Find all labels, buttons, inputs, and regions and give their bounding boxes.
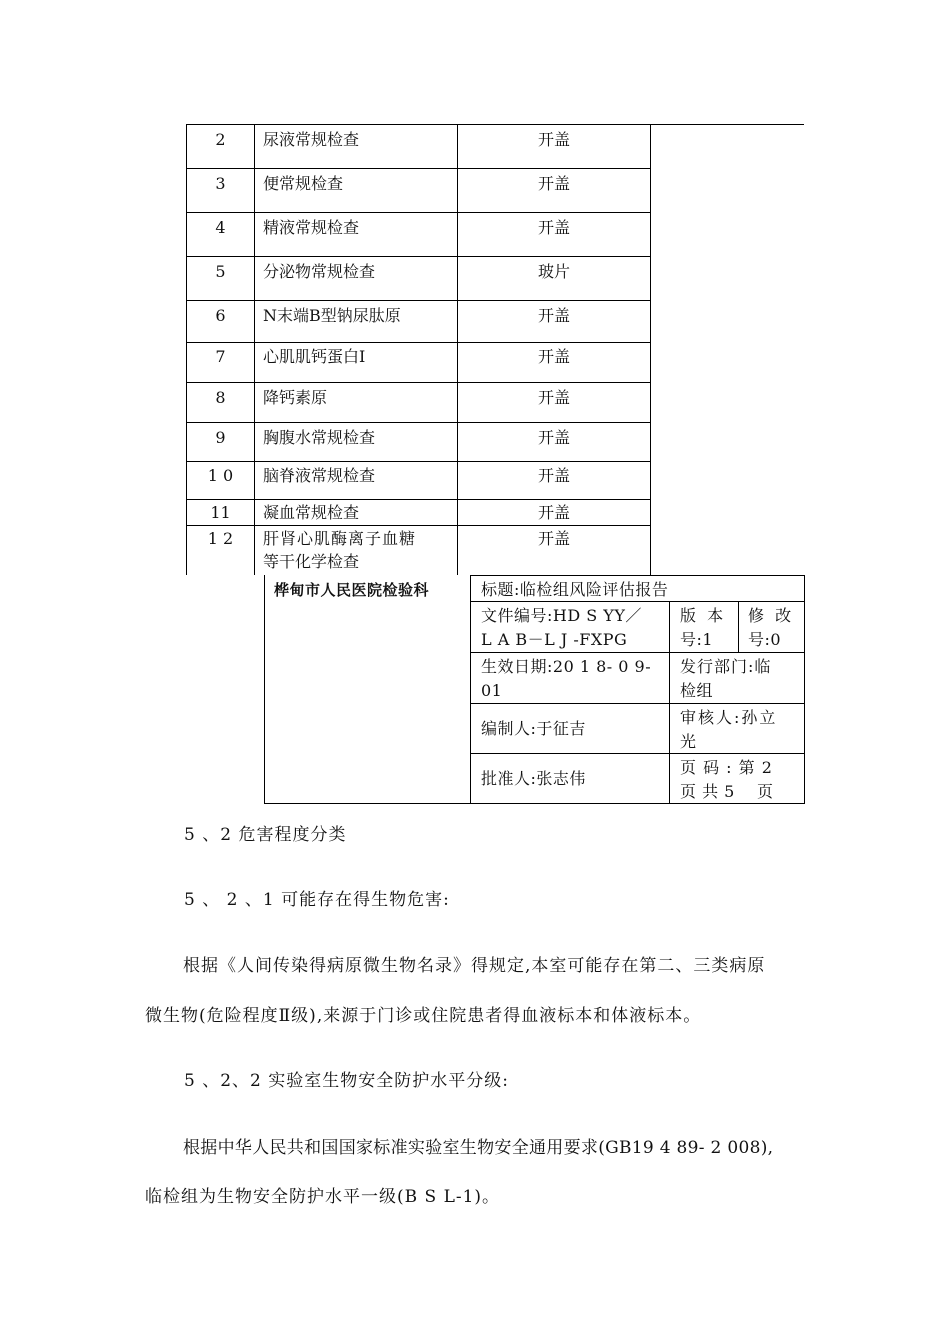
doc-title: 标题:临检组风险评估报告 <box>481 580 669 599</box>
paragraph: 根据中华人民共和国国家标准实验室生物安全通用要求(GB19 4 89- 2 008), <box>183 1138 774 1158</box>
table-row-method: 开盖 <box>537 529 570 548</box>
table-row-no: 1 0 <box>207 466 234 485</box>
table-row-method: 开盖 <box>537 130 570 149</box>
paragraph: 根据《人间传染得病原微生物名录》得规定,本室可能存在第二、三类病原 <box>183 956 766 976</box>
table-row-method: 开盖 <box>537 388 570 407</box>
page-number: 页 共 5 页 <box>680 782 774 801</box>
table-row-name: 分泌物常规检查 <box>263 262 376 281</box>
effective-date: 生效日期:20 1 8- 0 9- <box>481 657 652 676</box>
table-row-name: 心肌肌钙蛋白I <box>263 347 366 366</box>
version-number: 号:1 <box>680 630 714 649</box>
table-row-no: 4 <box>215 218 226 237</box>
table-row-method: 开盖 <box>537 306 570 325</box>
table-row-name: 肝肾心肌酶离子血糖 <box>263 529 417 548</box>
table-row-no: 8 <box>215 388 226 407</box>
table-row-name: 等干化学检查 <box>263 552 360 571</box>
reviewer: 光 <box>680 732 697 751</box>
table-row-name: 降钙素原 <box>263 388 328 407</box>
effective-date: 01 <box>481 681 503 700</box>
revision-number: 号:0 <box>748 630 782 649</box>
author: 编制人:于征吉 <box>481 719 586 738</box>
table-row-method: 开盖 <box>537 466 570 485</box>
table-row-name: 脑脊液常规检查 <box>263 466 376 485</box>
table-row-no: 3 <box>215 174 226 193</box>
revision-number: 修 改 <box>748 606 795 625</box>
table-row-method: 开盖 <box>537 503 570 522</box>
table-row-no: 6 <box>215 306 226 325</box>
table-row-name: 尿液常规检查 <box>263 130 360 149</box>
section-heading: 5 、2、2 实验室生物安全防护水平分级: <box>184 1071 509 1091</box>
table-row-method: 开盖 <box>537 347 570 366</box>
table-row-name: 精液常规检查 <box>263 218 360 237</box>
table-row-no: 2 <box>215 130 226 149</box>
table-row-no: 1 2 <box>207 529 234 548</box>
issuing-department: 检组 <box>680 681 714 700</box>
table-row-method: 开盖 <box>537 218 570 237</box>
table-row-no: 9 <box>215 428 226 447</box>
reviewer: 审核人:孙立 <box>680 708 778 727</box>
table-row-no: 5 <box>215 262 226 281</box>
version-number: 版 本 <box>680 606 727 625</box>
table-row-name: 胸腹水常规检查 <box>263 428 376 447</box>
section-heading: 5 、 2 、1 可能存在得生物危害: <box>184 890 450 910</box>
table-row-name: 凝血常规检查 <box>263 503 360 522</box>
table-row-name: 便常规检查 <box>263 174 344 193</box>
doc-number: 文件编号:HD S YY／ <box>481 606 642 625</box>
issuing-department: 发行部门:临 <box>680 657 772 676</box>
table-row-method: 开盖 <box>537 174 570 193</box>
paragraph: 临检组为生物安全防护水平一级(B S L-1)。 <box>145 1187 501 1207</box>
org-name: 桦甸市人民医院检验科 <box>274 581 430 599</box>
paragraph: 微生物(危险程度Ⅱ级),来源于门诊或住院患者得血液标本和体液标本。 <box>145 1006 702 1026</box>
table-row-name: N末端B型钠尿肽原 <box>263 306 401 325</box>
page-number: 页 码 : 第 2 <box>680 758 773 777</box>
table-row-no: 7 <box>215 347 226 366</box>
table-row-no: 11 <box>210 503 231 522</box>
approver: 批准人:张志伟 <box>481 769 586 788</box>
table-row-method: 玻片 <box>537 262 570 281</box>
table-row-method: 开盖 <box>537 428 570 447</box>
doc-number: L A B－L J -FXPG <box>481 630 628 649</box>
section-heading: 5 、2 危害程度分类 <box>184 825 347 845</box>
